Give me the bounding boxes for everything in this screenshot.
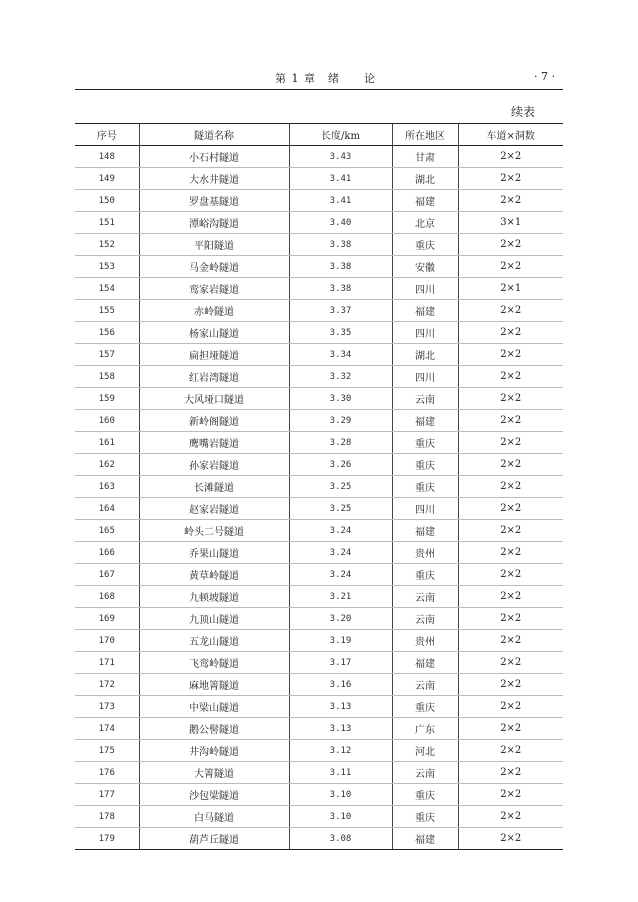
cell-lanes-bores: 2×2 (458, 674, 563, 696)
table-row (75, 234, 563, 256)
cell-length: 3.34 (289, 344, 392, 366)
cell-region: 云南 (392, 762, 458, 784)
table-row (75, 520, 563, 542)
table-row (75, 696, 563, 718)
cell-index: 167 (75, 564, 139, 586)
cell-lanes-bores: 2×2 (458, 520, 563, 542)
cell-region: 贵州 (392, 542, 458, 564)
cell-tunnel-name: 平阳隧道 (139, 234, 289, 256)
cell-tunnel-name: 乔果山隧道 (139, 542, 289, 564)
cell-lanes-bores: 2×2 (458, 542, 563, 564)
cell-length: 3.37 (289, 300, 392, 322)
header-rule (75, 89, 563, 90)
cell-lanes-bores: 2×2 (458, 168, 563, 190)
cell-region: 云南 (392, 608, 458, 630)
table-row (75, 740, 563, 762)
cell-length: 3.29 (289, 410, 392, 432)
cell-lanes-bores: 2×2 (458, 322, 563, 344)
cell-length: 3.25 (289, 476, 392, 498)
cell-length: 3.13 (289, 718, 392, 740)
cell-index: 149 (75, 168, 139, 190)
cell-tunnel-name: 杨家山隧道 (139, 322, 289, 344)
cell-length: 3.35 (289, 322, 392, 344)
table-row (75, 168, 563, 190)
cell-index: 175 (75, 740, 139, 762)
table-row (75, 454, 563, 476)
cell-length: 3.13 (289, 696, 392, 718)
cell-tunnel-name: 长滩隧道 (139, 476, 289, 498)
cell-index: 160 (75, 410, 139, 432)
cell-tunnel-name: 大箐隧道 (139, 762, 289, 784)
cell-index: 153 (75, 256, 139, 278)
table-row (75, 762, 563, 784)
cell-length: 3.17 (289, 652, 392, 674)
table-row (75, 784, 563, 806)
table-row (75, 564, 563, 586)
cell-length: 3.43 (289, 146, 392, 168)
cell-index: 171 (75, 652, 139, 674)
cell-lanes-bores: 2×2 (458, 586, 563, 608)
cell-lanes-bores: 2×2 (458, 454, 563, 476)
page-number: · 7 · (534, 70, 555, 83)
cell-index: 168 (75, 586, 139, 608)
cell-length: 3.40 (289, 212, 392, 234)
cell-length: 3.25 (289, 498, 392, 520)
table-row (75, 542, 563, 564)
cell-lanes-bores: 2×2 (458, 498, 563, 520)
cell-tunnel-name: 沙包梁隧道 (139, 784, 289, 806)
cell-region: 广东 (392, 718, 458, 740)
cell-tunnel-name: 新岭阁隧道 (139, 410, 289, 432)
cell-region: 福建 (392, 520, 458, 542)
cell-tunnel-name: 扁担垭隧道 (139, 344, 289, 366)
cell-index: 162 (75, 454, 139, 476)
table-row (75, 432, 563, 454)
cell-tunnel-name: 岭头二号隧道 (139, 520, 289, 542)
cell-tunnel-name: 九顿坡隧道 (139, 586, 289, 608)
cell-index: 161 (75, 432, 139, 454)
table-row (75, 256, 563, 278)
cell-length: 3.41 (289, 168, 392, 190)
cell-index: 174 (75, 718, 139, 740)
cell-tunnel-name: 红岩湾隧道 (139, 366, 289, 388)
cell-index: 179 (75, 828, 139, 850)
cell-length: 3.30 (289, 388, 392, 410)
cell-length: 3.11 (289, 762, 392, 784)
cell-index: 164 (75, 498, 139, 520)
cell-index: 152 (75, 234, 139, 256)
cell-index: 170 (75, 630, 139, 652)
cell-lanes-bores: 2×2 (458, 762, 563, 784)
table-row (75, 410, 563, 432)
cell-index: 156 (75, 322, 139, 344)
cell-region: 甘肃 (392, 146, 458, 168)
tunnel-table (75, 123, 563, 850)
cell-lanes-bores: 2×2 (458, 652, 563, 674)
table-continued-label: 续表 (511, 105, 536, 119)
cell-length: 3.08 (289, 828, 392, 850)
cell-index: 166 (75, 542, 139, 564)
cell-region: 重庆 (392, 696, 458, 718)
cell-region: 重庆 (392, 806, 458, 828)
cell-length: 3.12 (289, 740, 392, 762)
cell-index: 151 (75, 212, 139, 234)
cell-lanes-bores: 3×1 (458, 212, 563, 234)
table-row (75, 718, 563, 740)
col-header-region: 所在地区 (392, 124, 458, 146)
cell-region: 河北 (392, 740, 458, 762)
cell-tunnel-name: 白马隧道 (139, 806, 289, 828)
cell-length: 3.28 (289, 432, 392, 454)
cell-tunnel-name: 潭峪沟隧道 (139, 212, 289, 234)
cell-region: 云南 (392, 674, 458, 696)
cell-index: 158 (75, 366, 139, 388)
cell-tunnel-name: 飞鸾岭隧道 (139, 652, 289, 674)
cell-index: 155 (75, 300, 139, 322)
cell-lanes-bores: 2×2 (458, 476, 563, 498)
cell-lanes-bores: 2×2 (458, 718, 563, 740)
cell-index: 157 (75, 344, 139, 366)
cell-region: 湖北 (392, 168, 458, 190)
table-row (75, 322, 563, 344)
cell-lanes-bores: 2×2 (458, 256, 563, 278)
cell-lanes-bores: 2×2 (458, 630, 563, 652)
cell-region: 四川 (392, 498, 458, 520)
cell-index: 148 (75, 146, 139, 168)
cell-index: 154 (75, 278, 139, 300)
cell-lanes-bores: 2×2 (458, 696, 563, 718)
cell-lanes-bores: 2×2 (458, 146, 563, 168)
cell-index: 150 (75, 190, 139, 212)
cell-region: 云南 (392, 388, 458, 410)
cell-region: 重庆 (392, 784, 458, 806)
cell-length: 3.38 (289, 234, 392, 256)
cell-length: 3.41 (289, 190, 392, 212)
cell-lanes-bores: 2×2 (458, 190, 563, 212)
table-row (75, 476, 563, 498)
cell-lanes-bores: 2×2 (458, 806, 563, 828)
cell-region: 福建 (392, 828, 458, 850)
cell-length: 3.38 (289, 278, 392, 300)
chapter-title: 第 1 章 绪 论 (275, 72, 376, 85)
table-row (75, 828, 563, 850)
cell-lanes-bores: 2×2 (458, 784, 563, 806)
cell-tunnel-name: 井沟岭隧道 (139, 740, 289, 762)
cell-tunnel-name: 孙家岩隧道 (139, 454, 289, 476)
cell-region: 重庆 (392, 564, 458, 586)
cell-index: 176 (75, 762, 139, 784)
cell-region: 四川 (392, 322, 458, 344)
cell-tunnel-name: 鸾家岩隧道 (139, 278, 289, 300)
cell-region: 重庆 (392, 476, 458, 498)
cell-tunnel-name: 葫芦丘隧道 (139, 828, 289, 850)
cell-length: 3.20 (289, 608, 392, 630)
cell-region: 福建 (392, 190, 458, 212)
cell-tunnel-name: 鹰嘴岩隧道 (139, 432, 289, 454)
cell-region: 重庆 (392, 432, 458, 454)
table-row (75, 190, 563, 212)
cell-region: 北京 (392, 212, 458, 234)
cell-lanes-bores: 2×2 (458, 366, 563, 388)
cell-lanes-bores: 2×2 (458, 344, 563, 366)
table-row (75, 146, 563, 168)
cell-lanes-bores: 2×2 (458, 740, 563, 762)
cell-region: 湖北 (392, 344, 458, 366)
cell-region: 四川 (392, 366, 458, 388)
cell-lanes-bores: 2×2 (458, 608, 563, 630)
cell-length: 3.16 (289, 674, 392, 696)
cell-region: 福建 (392, 652, 458, 674)
cell-index: 172 (75, 674, 139, 696)
cell-tunnel-name: 中梁山隧道 (139, 696, 289, 718)
cell-tunnel-name: 大风垭口隧道 (139, 388, 289, 410)
cell-region: 福建 (392, 300, 458, 322)
cell-length: 3.26 (289, 454, 392, 476)
cell-tunnel-name: 五龙山隧道 (139, 630, 289, 652)
cell-region: 四川 (392, 278, 458, 300)
cell-index: 169 (75, 608, 139, 630)
cell-lanes-bores: 2×2 (458, 828, 563, 850)
cell-index: 159 (75, 388, 139, 410)
table-row (75, 278, 563, 300)
table-row (75, 608, 563, 630)
cell-tunnel-name: 黄草岭隧道 (139, 564, 289, 586)
cell-lanes-bores: 2×2 (458, 410, 563, 432)
col-header-index: 序号 (75, 124, 139, 146)
col-header-tunnel-name: 隧道名称 (139, 124, 289, 146)
col-header-length: 长度/km (289, 124, 392, 146)
cell-region: 重庆 (392, 454, 458, 476)
cell-lanes-bores: 2×2 (458, 564, 563, 586)
table-row (75, 630, 563, 652)
cell-tunnel-name: 赵家岩隧道 (139, 498, 289, 520)
table-row (75, 652, 563, 674)
cell-tunnel-name: 九顶山隧道 (139, 608, 289, 630)
cell-tunnel-name: 麻地箐隧道 (139, 674, 289, 696)
cell-lanes-bores: 2×2 (458, 234, 563, 256)
cell-region: 贵州 (392, 630, 458, 652)
cell-lanes-bores: 2×2 (458, 300, 563, 322)
cell-length: 3.24 (289, 564, 392, 586)
cell-index: 173 (75, 696, 139, 718)
table-row (75, 674, 563, 696)
cell-index: 177 (75, 784, 139, 806)
table-row (75, 300, 563, 322)
table-row (75, 806, 563, 828)
cell-region: 重庆 (392, 234, 458, 256)
table-row (75, 212, 563, 234)
table-header-row (75, 124, 563, 146)
page-header (75, 64, 563, 88)
table-row (75, 388, 563, 410)
cell-index: 165 (75, 520, 139, 542)
cell-length: 3.19 (289, 630, 392, 652)
table-row (75, 344, 563, 366)
cell-tunnel-name: 小石村隧道 (139, 146, 289, 168)
table-row (75, 586, 563, 608)
cell-index: 163 (75, 476, 139, 498)
cell-length: 3.24 (289, 520, 392, 542)
cell-length: 3.38 (289, 256, 392, 278)
cell-lanes-bores: 2×2 (458, 432, 563, 454)
cell-tunnel-name: 大水井隧道 (139, 168, 289, 190)
cell-length: 3.21 (289, 586, 392, 608)
table-body (75, 146, 563, 850)
col-header-lanes-bores: 车道×洞数 (458, 124, 563, 146)
cell-length: 3.24 (289, 542, 392, 564)
table-row (75, 498, 563, 520)
cell-length: 3.32 (289, 366, 392, 388)
cell-index: 178 (75, 806, 139, 828)
cell-length: 3.10 (289, 784, 392, 806)
table-row (75, 366, 563, 388)
cell-tunnel-name: 鹅公髻隧道 (139, 718, 289, 740)
cell-tunnel-name: 赤岭隧道 (139, 300, 289, 322)
cell-region: 云南 (392, 586, 458, 608)
cell-tunnel-name: 马金岭隧道 (139, 256, 289, 278)
cell-lanes-bores: 2×1 (458, 278, 563, 300)
cell-region: 安徽 (392, 256, 458, 278)
cell-length: 3.10 (289, 806, 392, 828)
cell-tunnel-name: 罗盘基隧道 (139, 190, 289, 212)
cell-region: 福建 (392, 410, 458, 432)
cell-lanes-bores: 2×2 (458, 388, 563, 410)
